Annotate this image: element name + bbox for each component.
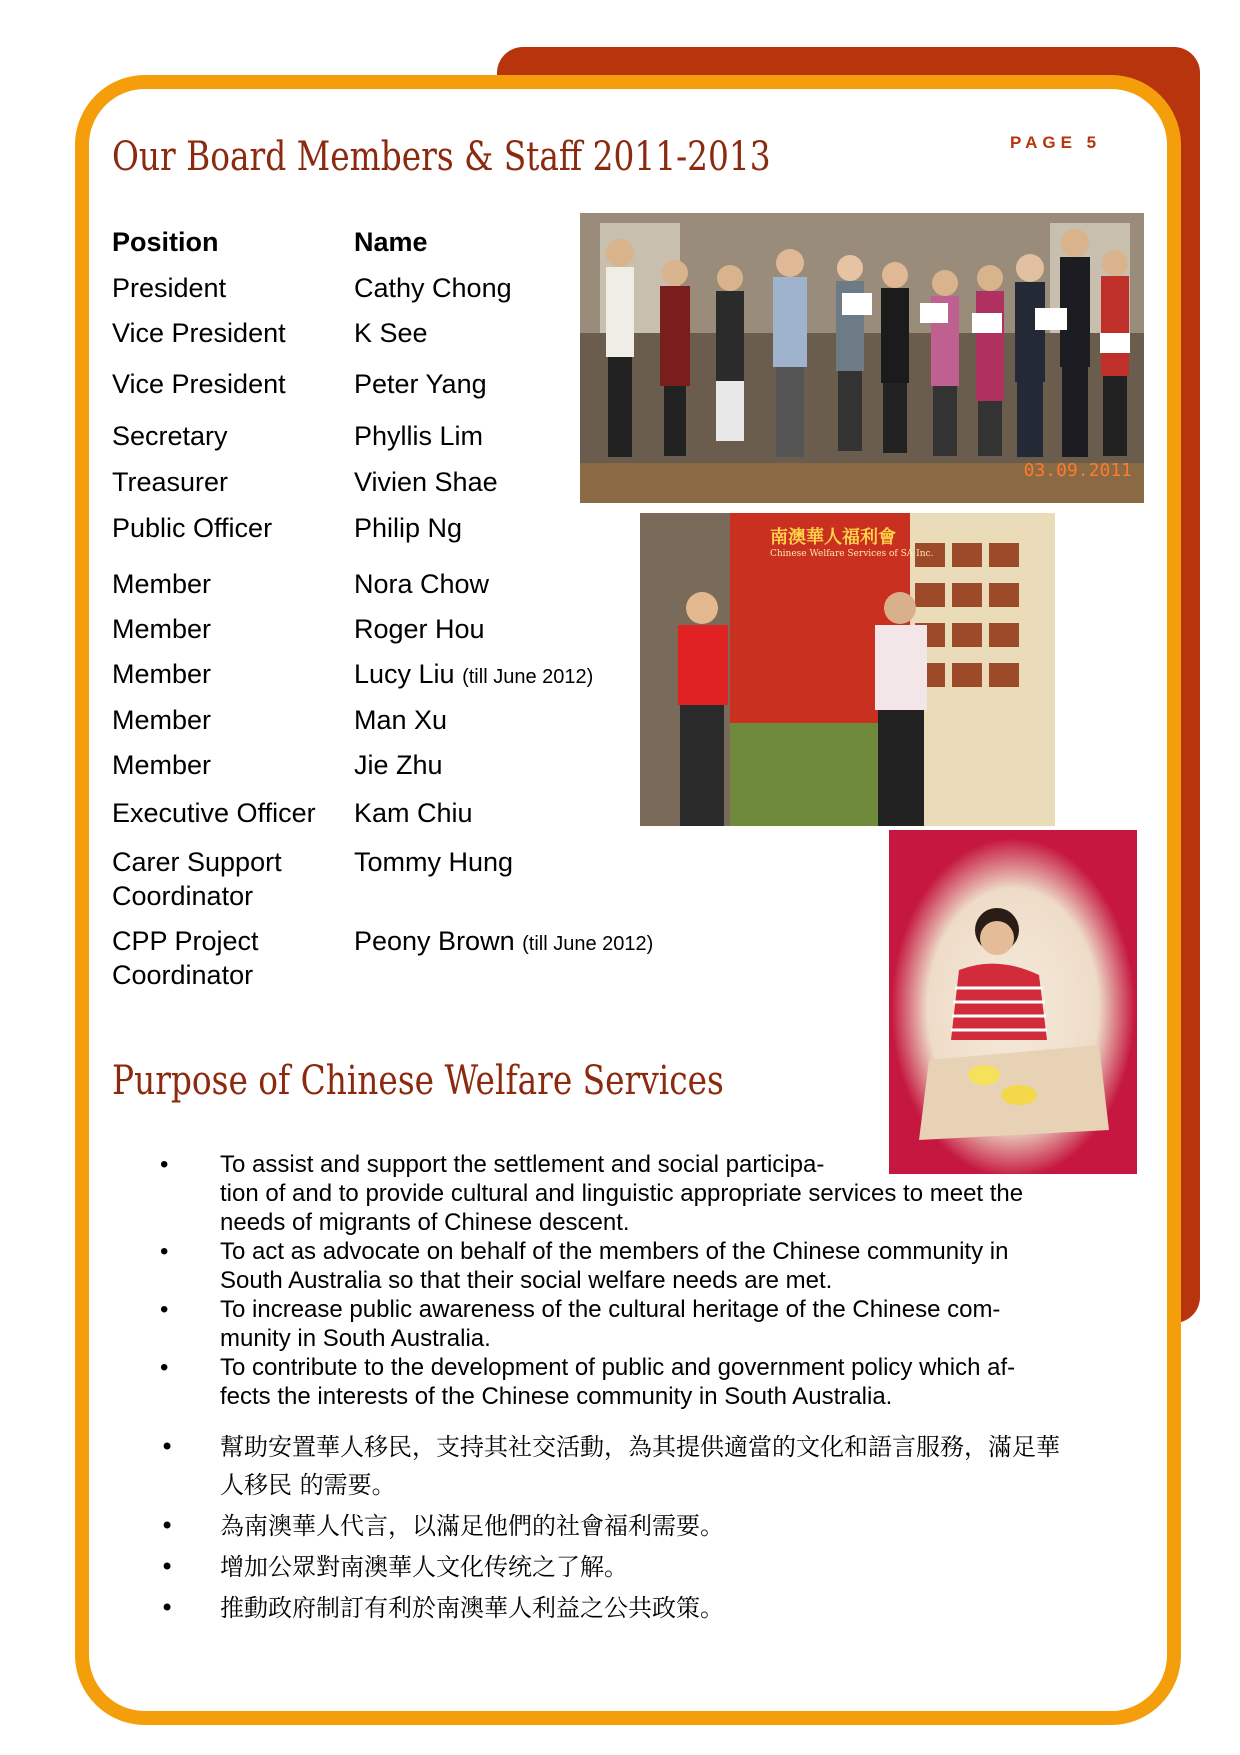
staff-name-text: Peony Brown <box>354 926 515 956</box>
purpose-chinese-text: 幫助安置華人移民，支持其社交活動，為其提供適當的文化和語言服務，滿足華人移民 的需要。 <box>220 1433 1060 1499</box>
page-number: PAGE 5 <box>1010 133 1102 152</box>
staff-name-text: Roger Hou <box>354 614 485 644</box>
group-photo <box>580 213 1144 503</box>
staff-name-text: Lucy Liu <box>354 659 455 689</box>
list-item <box>160 1548 1060 1586</box>
purpose-chinese-text: 推動政府制訂有利於南澳華人利益之公共政策。 <box>220 1594 724 1622</box>
staff-name <box>354 419 483 453</box>
staff-name-text: Man Xu <box>354 705 448 735</box>
staff-position: Member <box>112 614 212 644</box>
list-item <box>160 1428 1060 1504</box>
staff-name-text: Cathy Chong <box>354 273 512 303</box>
purpose-english-text: To assist and support the settlement and social participa- tion of and to provide cultural and linguistic appropriate services to meet the needs of migrants of Chinese descent. <box>220 1151 1024 1236</box>
staff-position: President <box>112 273 227 303</box>
staff-name-text: K See <box>354 318 428 348</box>
board-heading: Our Board Members & Staff 2011-2013 <box>112 134 771 180</box>
staff-name <box>354 367 487 401</box>
staff-note: (till June 2012) <box>462 666 594 688</box>
purpose-english-text: To act as advocate on behalf of the members of the Chinese community in South Australia so that their social welfare needs are met. <box>220 1238 1009 1294</box>
staff-position: Treasurer <box>112 467 229 497</box>
staff-position: Executive Officer <box>112 798 316 828</box>
name-column-header: Name <box>354 227 428 257</box>
list-item <box>160 1295 1060 1353</box>
staff-name <box>354 748 443 782</box>
list-item <box>160 1507 1060 1545</box>
purpose-english-text: To increase public awareness of the cultural heritage of the Chinese com-munity in South Australia. <box>220 1296 1001 1352</box>
staff-name-text: Phyllis Lim <box>354 421 484 451</box>
position-column-header: Position <box>112 227 219 257</box>
purpose-chinese-text: 為南澳華人代言，以滿足他們的社會福利需要。 <box>220 1512 724 1540</box>
banner-photo <box>640 513 1055 826</box>
staff-name-text: Peter Yang <box>354 369 487 399</box>
purpose-heading: Purpose of Chinese Welfare Services <box>112 1058 724 1104</box>
portrait-photo <box>889 830 1137 1174</box>
staff-position: Vice President <box>112 318 286 348</box>
staff-position: Member <box>112 750 212 780</box>
staff-name <box>354 316 428 350</box>
staff-name <box>354 845 513 879</box>
staff-position: CPP Project Coordinator <box>112 926 259 990</box>
purpose-english-text: To contribute to the development of public and government policy which af-fects the interests of the Chinese community in South Australia. <box>220 1354 1016 1410</box>
list-item <box>160 1589 1060 1627</box>
staff-name <box>354 511 462 545</box>
staff-name <box>354 465 498 499</box>
staff-name <box>354 271 512 305</box>
list-item <box>160 1353 1060 1411</box>
staff-name <box>354 612 485 646</box>
banner-chinese-title: 南澳華人福利會 <box>770 527 896 548</box>
staff-name-text: Vivien Shae <box>354 467 498 497</box>
photo-date-stamp: 03.09.2011 <box>1023 460 1132 481</box>
staff-position: Member <box>112 705 212 735</box>
staff-name <box>354 657 593 694</box>
staff-name <box>354 703 447 737</box>
staff-name-text: Tommy Hung <box>354 847 514 877</box>
staff-position: Member <box>112 569 212 599</box>
staff-note: (till June 2012) <box>522 933 654 955</box>
staff-name-text: Philip Ng <box>354 513 463 543</box>
purpose-english-list <box>160 1150 1060 1411</box>
staff-name-text: Nora Chow <box>354 569 490 599</box>
staff-name <box>354 924 653 961</box>
purpose-chinese-text: 增加公眾對南澳華人文化传统之了解。 <box>220 1553 628 1581</box>
staff-name <box>354 796 473 830</box>
purpose-chinese-list <box>160 1428 1060 1630</box>
list-item <box>160 1150 1060 1237</box>
staff-position: Member <box>112 659 212 689</box>
staff-name <box>354 567 489 601</box>
staff-position: Public Officer <box>112 513 273 543</box>
list-item <box>160 1237 1060 1295</box>
staff-name-text: Kam Chiu <box>354 798 473 828</box>
staff-position: Carer Support Coordinator <box>112 847 282 911</box>
staff-name-text: Jie Zhu <box>354 750 443 780</box>
staff-position: Secretary <box>112 421 228 451</box>
staff-position: Vice President <box>112 369 286 399</box>
banner-english-title: Chinese Welfare Services of SA Inc. <box>770 549 934 559</box>
